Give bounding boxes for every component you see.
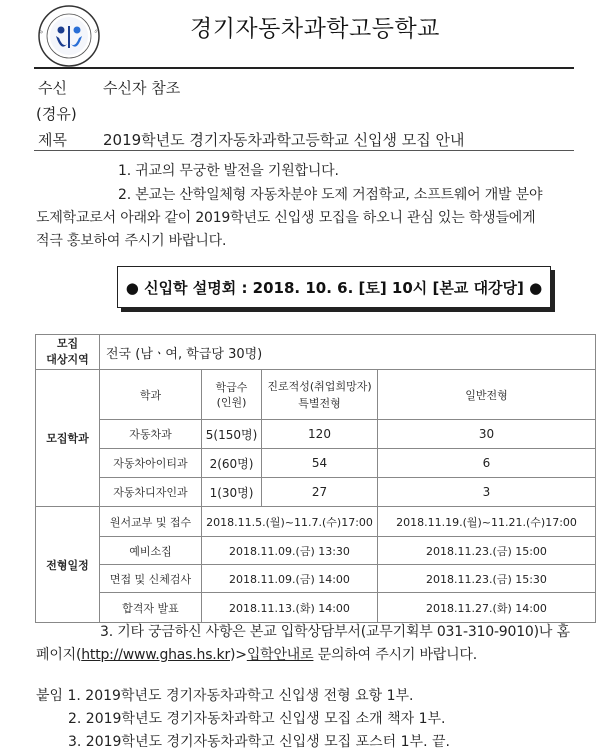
school-emblem-icon	[37, 4, 101, 68]
schedule-special: 2018.11.09.(금) 13:30	[202, 537, 378, 565]
body-paragraph-1: 1. 귀교의 무궁한 발전을 기원합니다.	[118, 163, 339, 179]
schedule-special: 2018.11.09.(금) 14:00	[202, 565, 378, 593]
footer-paragraph-3-line-1: 3. 기타 궁금하신 사항은 본교 입학상담부서(교무기획부 031-310-9010)나 홈	[100, 624, 570, 640]
dept-special: 120	[262, 420, 378, 449]
dept-label: 모집학과	[36, 370, 100, 507]
table-row	[36, 565, 596, 593]
footer-text-pre: 페이지(	[36, 647, 82, 663]
homepage-link[interactable]: http://www.ghas.hs.kr	[81, 647, 231, 663]
subject-divider	[34, 150, 574, 151]
body-paragraph-2-line-3: 적극 홍보하여 주시기 바랍니다.	[36, 233, 227, 249]
col-classes-header: 학급수 (인원)	[202, 370, 262, 420]
footer-text-post: 문의하여 주시기 바랍니다.	[313, 647, 478, 663]
body-paragraph-2-line-2: 도제학교로서 아래와 같이 2019학년도 신입생 모집을 하오니 관심 있는 학생들에게	[36, 210, 536, 226]
dept-classes: 2(60명)	[202, 449, 262, 478]
dept-general: 6	[378, 449, 596, 478]
dept-special: 54	[262, 449, 378, 478]
subject-label: 제목	[38, 131, 67, 149]
col-dept-header: 학과	[100, 370, 202, 420]
dept-classes: 1(30명)	[202, 478, 262, 507]
footer-text-mid: )>	[230, 647, 247, 663]
header-divider	[34, 67, 574, 69]
table-row	[36, 537, 596, 565]
schedule-item: 원서교부 및 접수	[100, 507, 202, 537]
table-row	[36, 449, 596, 478]
schedule-special: 2018.11.5.(월)~11.7.(수)17:00	[202, 507, 378, 537]
dept-name: 자동차디자인과	[100, 478, 202, 507]
table-row	[36, 420, 596, 449]
attachment-1: 붙임 1. 2019학년도 경기자동차과학고 신입생 전형 요항 1부.	[36, 688, 414, 704]
subject-value: 2019학년도 경기자동차과학고등학교 신입생 모집 안내	[103, 131, 465, 149]
schedule-label: 전형일정	[36, 507, 100, 623]
schedule-item: 면접 및 신체검사	[100, 565, 202, 593]
target-region-value: 전국 (남ㆍ여, 학급당 30명)	[100, 335, 596, 370]
schedule-general: 2018.11.19.(월)~11.21.(수)17:00	[378, 507, 596, 537]
recipient-value: 수신자 참조	[103, 79, 181, 97]
svg-text:S: S	[93, 28, 99, 34]
col-general-header: 일반전형	[378, 370, 596, 420]
schedule-special: 2018.11.13.(화) 14:00	[202, 593, 378, 623]
admission-info-link[interactable]: 입학안내로	[246, 647, 314, 663]
table-row	[36, 507, 596, 537]
body-paragraph-2-line-1: 2. 본교는 산학일체형 자동차분야 도제 거점학교, 소프트웨어 개발 분야	[118, 187, 543, 203]
dept-classes: 5(150명)	[202, 420, 262, 449]
target-region-label: 모집 대상지역	[36, 335, 100, 370]
table-row	[36, 478, 596, 507]
school-title: 경기자동차과학고등학교	[190, 16, 440, 42]
via-label: (경유)	[36, 105, 77, 123]
schedule-general: 2018.11.23.(금) 15:30	[378, 565, 596, 593]
dept-special: 27	[262, 478, 378, 507]
info-session-text: ● 신입학 설명회 : 2018. 10. 6. [토] 10시 [본교 대강당] ●	[125, 278, 543, 297]
attachment-3: 3. 2019학년도 경기자동차과학고 신입생 모집 포스터 1부. 끝.	[68, 734, 450, 750]
table-row	[36, 593, 596, 623]
admission-table	[35, 334, 596, 623]
footer-paragraph-3-line-2	[36, 644, 477, 664]
dept-general: 3	[378, 478, 596, 507]
attachment-2: 2. 2019학년도 경기자동차과학고 신입생 모집 소개 책자 1부.	[68, 711, 446, 727]
dept-general: 30	[378, 420, 596, 449]
schedule-item: 예비소집	[100, 537, 202, 565]
dept-name: 자동차과	[100, 420, 202, 449]
recipient-label: 수신	[38, 79, 67, 97]
schedule-general: 2018.11.27.(화) 14:00	[378, 593, 596, 623]
svg-text:G: G	[38, 28, 44, 35]
info-session-banner	[117, 266, 551, 308]
schedule-item: 합격자 발표	[100, 593, 202, 623]
schedule-general: 2018.11.23.(금) 15:00	[378, 537, 596, 565]
dept-name: 자동차아이티과	[100, 449, 202, 478]
col-special-header: 진로적성(취업희망자) 특별전형	[262, 370, 378, 420]
